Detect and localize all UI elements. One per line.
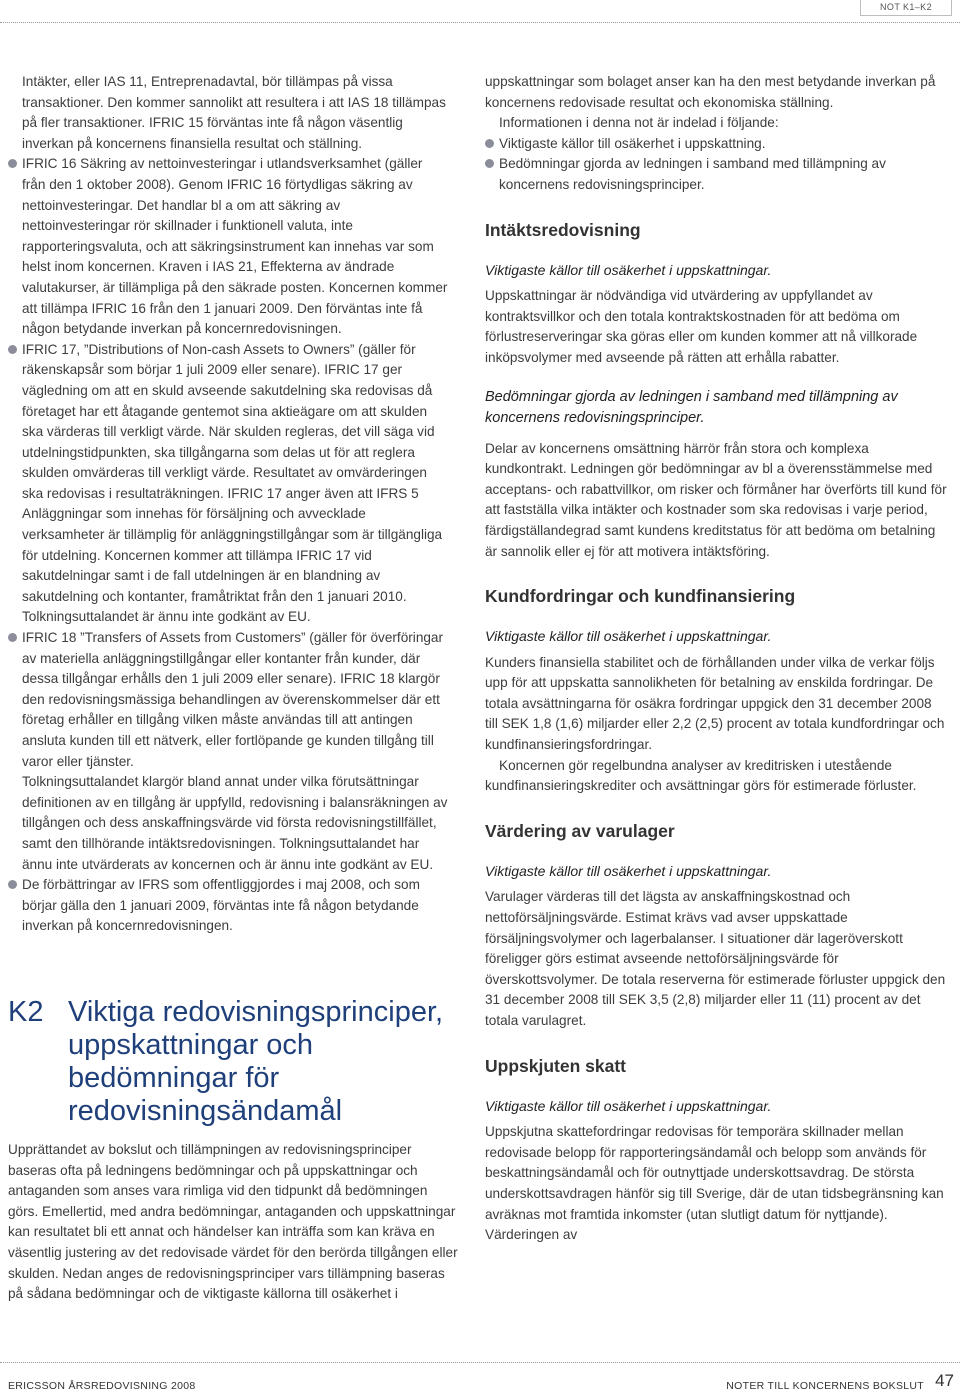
subheading-deferred-tax-sources: Viktigaste källor till osäkerhet i uppskattningar.	[485, 1097, 772, 1114]
bullet-icon	[8, 880, 17, 889]
k2-body: Upprättandet av bokslut och tillämpningen av redovisningsprinciper baseras ofta på ledningens bedömningar och på uppskattningar och antaganden som anses vara rimliga vid den tidpunkt då bedömningen görs. Emellertid, med andra bedömningar, antaganden och uppskattningar kan resultatet bli ett annat och händelser kan inträffa som kan kräva en väsentlig justering av det redovisade värdet för den berörda tillgången eller skulden. Nedan anges de redovisningsprinciper vars tillämpning baseras på sådana bedömningar och de viktigaste källorna till osäkerhet i	[8, 1142, 458, 1302]
list-item-text: IFRIC 18 ”Transfers of Assets from Customers” (gäller för överföringar av materiella anläggningstillgångar eller kontanter från kunder, där dessa tillgångar erhålls den 1 juli 2009 eller senare). IFRIC 18 klargör den redovisningsmässiga behandlingen av överenskommelser där ett företag erhåller en tillgång vilken måste användas till att antingen ansluta kunden till ett nätverk, eller fortlöpande ge kunden tillgång till varor eller tjänster.	[22, 630, 444, 769]
left-column	[8, 72, 448, 937]
bullet-icon	[8, 345, 17, 354]
bullet-icon	[8, 159, 17, 168]
bullet-icon	[485, 159, 494, 168]
subheading-revenue-sources: Viktigaste källor till osäkerhet i uppskattningar.	[485, 261, 772, 278]
heading-deferred-tax: Uppskjuten skatt	[485, 1055, 626, 1076]
footer-publication: ERICSSON ÅRSREDOVISNING 2008	[8, 1380, 196, 1392]
deferred-tax-text-1: Uppskjutna skattefordringar redovisas för temporära skillnader mellan redovisade belopp för rapporteringsändamål och belopp som används för beskattningsändamål och för outnyttjade underskottsavdrag. De största underskottsavdragen hänför sig till Sverige, där de utan tidsbegränsning kan avräknas mot framtida inkomster (utan slutligt datum för nyttjande). Värderingen av	[485, 1124, 944, 1243]
bullet-icon	[8, 633, 17, 642]
bullet-icon	[485, 139, 494, 148]
list-item-text: Viktigaste källor till osäkerhet i uppskattning.	[499, 135, 766, 151]
receivables-text-2: Koncernen gör regelbundna analyser av kreditrisken i utestående kundfinansieringskrediter och avsättningar görs för estimerade förluster.	[485, 757, 917, 794]
list-item-judgements	[485, 154, 947, 195]
list-item-text: Bedömningar gjorda av ledningen i samband med tillämpning av koncernens redovisningsprinciper.	[499, 156, 886, 192]
intro-paragraph: Intäkter, eller IAS 11, Entreprenadavtal, bör tillämpas på vissa transaktioner. Den kommer sannolikt att resultera i att IAS 18 tillämpas på fler transaktioner. IFRIC 15 förväntas inte få någon väsentlig inverkan på koncernens finansiella resultat och ställning.	[22, 74, 446, 151]
inventory-text-1: Varulager värderas till det lägsta av anskaffningskostnad och nettoförsäljningsvärde. Estimat krävs vad avser uppskattade försäljningsvolymer och lagerbalanser. I situationer där lageröverskott föreligger görs estimat avseende nettoförsäljningsvärde för överskottsvolymer. De totala reserverna för estimerade förluster uppgick den 31 december 2008 till SEK 3,5 (2,8) miljarder eller 11 (11) procent av det totala varulagret.	[485, 889, 946, 1028]
revenue-text-2: Delar av koncernens omsättning härrör från stora och komplexa kundkontrakt. Ledningen gör bedömningar av bl a överensstämmelse med acceptans- och rabattvillkor, om risker och förmåner har överförts till kund för att fastställa vilka intäkter och kostnader som ska redovisas i varje period, färdigställandegrad samt kundens kreditstatus för att bedöma om betalning är sannolik eller ej för att motivera intäktsföring.	[485, 440, 947, 559]
ifric18-continued: Tolkningsuttalandet klargör bland annat under vilka förutsättningar definitionen av en tillgång är uppfylld, redovisning i balansräkningen av tillgången och dess anskaffningsvärde vid första redovisningstillfället, samt den tillhörande intäktsredovisningen. Tolkningsuttalandet har ännu inte utvärderats av koncernen och är ännu inte godkänt av EU.	[22, 774, 448, 872]
list-item-ifric18	[8, 628, 448, 772]
footer-divider	[0, 1362, 960, 1363]
right-intro: uppskattningar som bolaget anser kan ha den mest betydande inverkan på koncernens redovisade resultat och ekonomiska ställning.	[485, 74, 936, 110]
right-column	[485, 72, 947, 1246]
subheading-receivables-sources: Viktigaste källor till osäkerhet i uppskattningar.	[485, 628, 772, 645]
subheading-revenue-judgements: Bedömningar gjorda av ledningen i samband med tillämpning av koncernens redovisningsprinciper.	[485, 388, 898, 426]
list-item-text: IFRIC 17, ”Distributions of Non-cash Assets to Owners” (gäller för räkenskapsår som börjar 1 juli 2009 eller senare). IFRIC 17 ger vägledning om att en skuld avseende sakutdelning ska redovisas då företaget har ett åtagande gentemot sina aktieägare om att skulden ska värderas till verkligt värde. När skulden regleras, det vill säga vid utdelningstidpunkten, ska tillgångarna som delas ut för att reglera skulden omvärderas till verkligt värde. Resultatet av omvärderingen ska redovisas i resultaträkningen. IFRIC 17 anger även att IFRS 5 Anläggningar som innehas för försäljning och avvecklade verksamheter är tillämplig för anläggningstillgångar som är tillgängliga för utdelning. Koncernen kommer att tillämpa IFRIC 17 vid sakutdelningar samt i de fall utdelningen är en blandning av sakutdelning och kontanter, framåtriktat från den 1 januari 2010. Tolkningsuttalandet är ännu inte godkänt av EU.	[22, 341, 443, 625]
subheading-inventory-sources: Viktigaste källor till osäkerhet i uppskattningar.	[485, 862, 772, 879]
footer-section: NOTER TILL KONCERNENS BOKSLUT	[726, 1380, 924, 1392]
list-item-ifrs-improvements	[8, 875, 448, 937]
section-title: Viktiga redovisningsprinciper, uppskattningar och bedömningar för redovisningsändamål	[68, 996, 444, 1127]
list-item-ifric17	[8, 340, 448, 628]
page-number: 47	[935, 1371, 954, 1390]
right-intro-2: Informationen i denna not är indelad i följande:	[499, 115, 779, 131]
note-tab: NOT K1–K2	[860, 0, 952, 16]
list-item-sources	[485, 134, 947, 155]
heading-revenue: Intäktsredovisning	[485, 219, 641, 240]
heading-receivables: Kundfordringar och kundfinansiering	[485, 586, 796, 607]
section-number: K2	[8, 996, 44, 1028]
heading-inventory: Värdering av varulager	[485, 820, 675, 841]
list-item-text: IFRIC 16 Säkring av nettoinvesteringar i utlandsverksamhet (gäller från den 1 oktober 2008). Genom IFRIC 16 förtydligas säkring av nettoinvesteringar. Det handlar bl a om att säkring av nettoinvesteringar rör skillnader i funktionell valuta, inte rapporteringsvaluta, och att säkringsinstrument kan innehas var som helst inom koncernen. Kraven i IAS 21, Effekterna av ändrade valutakurser, är tillämpliga på den säkrade posten. Koncernen kommer att tillämpa IFRIC 16 från den 1 januari 2009. Den förväntas inte få någon betydande inverkan på koncernredovisningen.	[22, 156, 448, 337]
receivables-text-1: Kunders finansiella stabilitet och de förhållanden under vilka de verkar följs upp för att uppskatta sannolikheten för betalning av enskilda fordringar. De totala avsättningarna för osäkra fordringar uppgick den 31 december 2008 till SEK 1,8 (1,6) miljarder eller 2,2 (2,5) procent av totala kundfordringar och kundfinansieringsfordringar.	[485, 654, 945, 753]
top-divider	[0, 22, 960, 23]
revenue-text-1: Uppskattningar är nödvändiga vid utvärdering av uppfyllandet av kontraktsvillkor och den totala kontraktskostnaden för att bedöma om förlustreserveringar ska göras eller om kunden kommer att nå villkorade inköpsvolymer med avseende på rätten att erhålla rabatter.	[485, 288, 918, 365]
list-item-text: De förbättringar av IFRS som offentliggjordes i maj 2008, och som börjar gälla den 1 januari 2009, förväntas inte få någon betydande inverkan på koncernredovisningen.	[22, 877, 420, 934]
list-item-ifric16	[8, 154, 448, 339]
